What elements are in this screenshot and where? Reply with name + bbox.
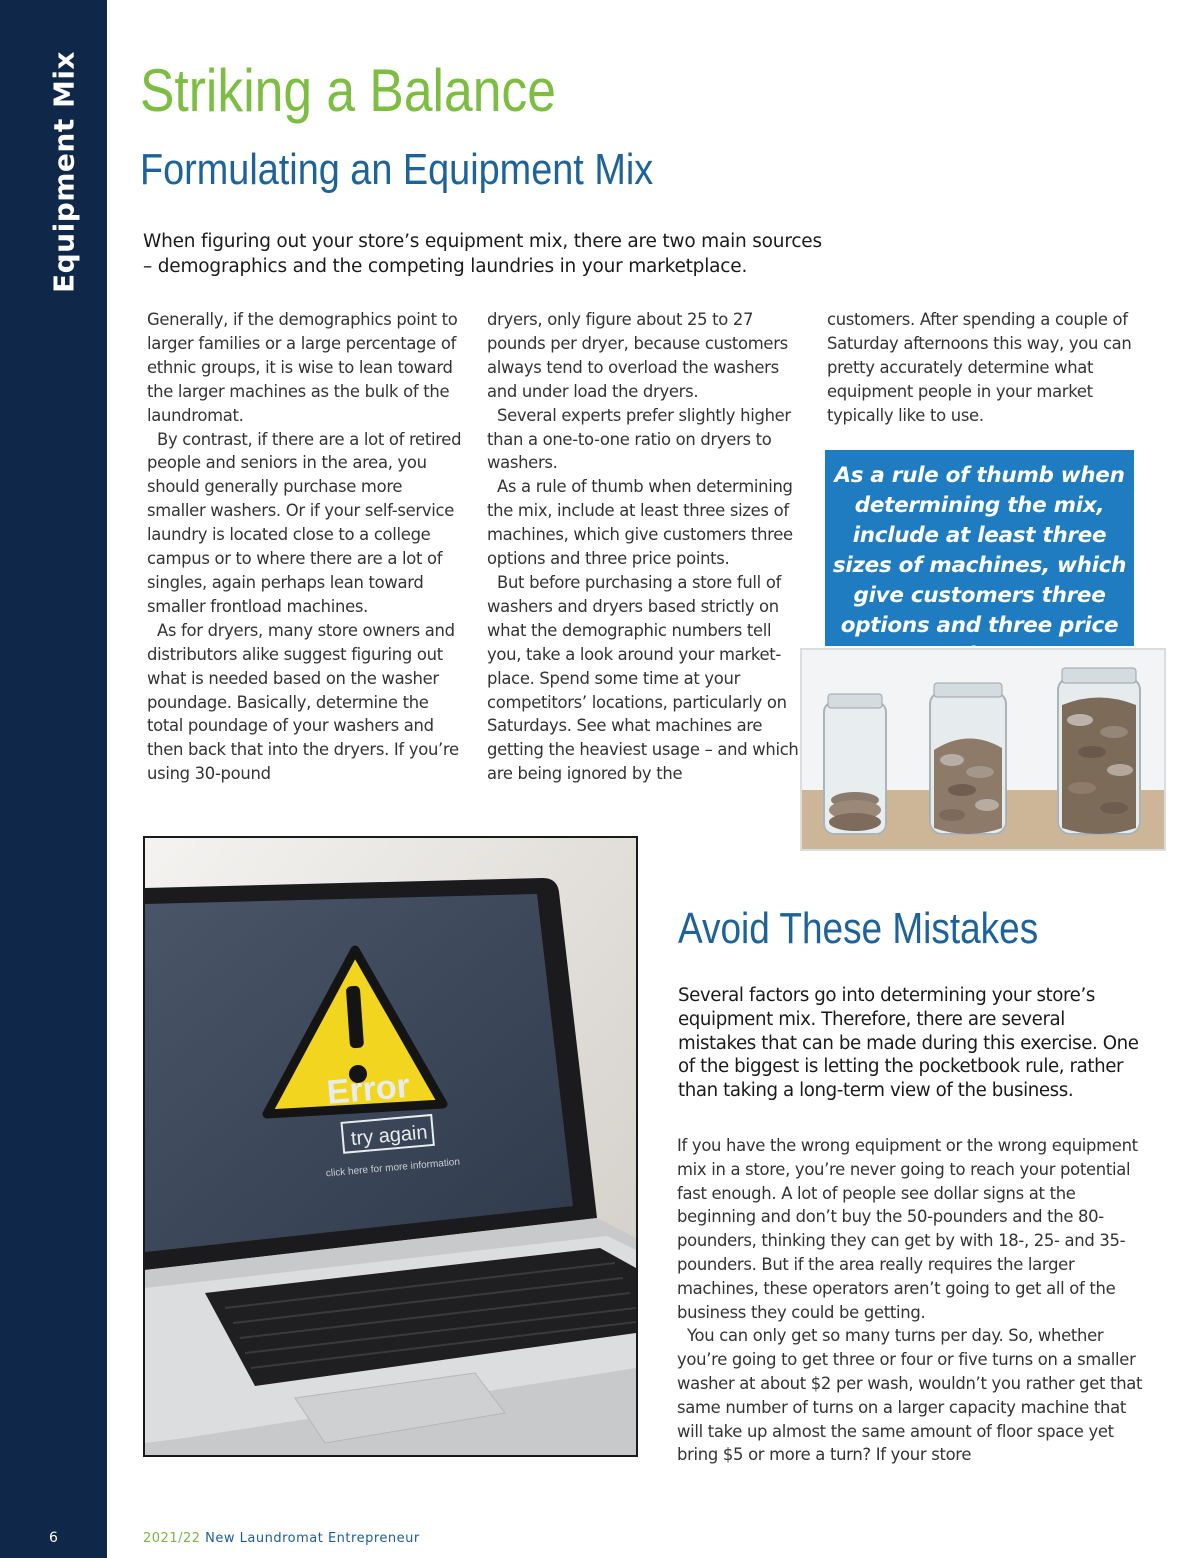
article-column-2 bbox=[487, 308, 805, 786]
coin-jars-photo bbox=[800, 648, 1166, 851]
paragraph: As a rule of thumb when determining the mix, include at least three sizes of machines, which give customers three options and three price points. bbox=[487, 477, 793, 569]
jar-medium bbox=[930, 683, 1006, 834]
paragraph: As for dryers, many store owners and distributors alike suggest figuring out what is needed based on the washer poundage. Basically, determine the total poundage of your washers and then back that into the dryers. If you’re using 30-pound bbox=[147, 620, 459, 784]
paragraph: customers. After spending a couple of Saturday afternoons this way, you can pretty accurately determine what equipment people in your market typically like to use. bbox=[827, 310, 1132, 425]
intro-paragraph: When figuring out your store’s equipment mix, there are two main sources – demographics and the competing laundries in your marketplace. bbox=[143, 231, 822, 277]
paragraph: dryers, only figure about 25 to 27 pounds per dryer, because customers always tend to overload the washers and under load the dryers. bbox=[487, 310, 788, 401]
paragraph: Generally, if the demographics point to larger families or a large percentage of ethnic groups, it is wise to lean toward the larger machines as the bulk of the laundromat. bbox=[147, 310, 458, 425]
footer bbox=[143, 1531, 420, 1546]
laptop-error-photo bbox=[143, 836, 638, 1457]
paragraph: By contrast, if there are a lot of retired people and seniors in the area, you should generally purchase more smaller washers. Or if your self-service laundry is located close to a college campus or to where there are a lot of singles, again perhaps lean toward smaller frontload machines. bbox=[147, 429, 462, 616]
section-label: Equipment Mix bbox=[47, 51, 81, 293]
page-title: Striking a Balance bbox=[140, 57, 556, 124]
jar-small bbox=[824, 694, 886, 834]
jar-large bbox=[1058, 668, 1140, 834]
section-lead: Several factors go into determining your store’s equipment mix. Therefore, there are several mistakes that can be made during this exercise. One of the biggest is letting the pocketbook rule, rather than taking a long-term view of the business. bbox=[678, 985, 1139, 1102]
pull-quote: As a rule of thumb when determining the mix, include at least three sizes of machines, which give customers three options and three price bbox=[825, 450, 1134, 646]
error-text: Error bbox=[325, 1066, 412, 1112]
paragraph: If you have the wrong equipment or the wrong equipment mix in a store, you’re never going to reach your potential fast enough. A lot of people see dollar signs at the beginning and don’t buy the 50-pounders and the 80-pounders, thinking they can get by with 18-, 25- and 35-pounders. But if the area really requires the larger machines, these operators aren’t going to get all of the business they could be getting. bbox=[677, 1136, 1138, 1322]
footer-year: 2021/22 bbox=[143, 1531, 201, 1546]
paragraph: You can only get so many turns per day. So, whether you’re going to get three or four or five turns on a smaller washer at about $2 per wash, wouldn’t you rather get that same number of turns on a larger capacity machine that will take up almost the same amount of floor space yet bring $5 or more a turn? If your store bbox=[677, 1326, 1143, 1465]
section-heading: Avoid These Mistakes bbox=[678, 904, 1039, 953]
article-column-3 bbox=[827, 308, 1145, 428]
paragraph: But before purchasing a store full of washers and dryers based strictly on what the demographic numbers tell you, take a look around your market-place. Spend some time at your competitors’ locations, particularly on Saturdays. See what machines are getting the heaviest usage – and which are being ignored by the bbox=[487, 572, 799, 784]
page-subtitle: Formulating an Equipment Mix bbox=[140, 145, 654, 194]
article-column-1 bbox=[147, 308, 465, 786]
more-info-text: click here for more information bbox=[325, 1156, 461, 1180]
section-body bbox=[677, 1134, 1147, 1467]
paragraph: Several experts prefer slightly higher than a one-to-one ratio on dryers to washers. bbox=[487, 405, 791, 473]
footer-publication: New Laundromat Entrepreneur bbox=[205, 1531, 420, 1546]
page-number: 6 bbox=[49, 1530, 58, 1546]
try-again-text: try again bbox=[350, 1121, 429, 1151]
sidebar bbox=[0, 0, 107, 1558]
